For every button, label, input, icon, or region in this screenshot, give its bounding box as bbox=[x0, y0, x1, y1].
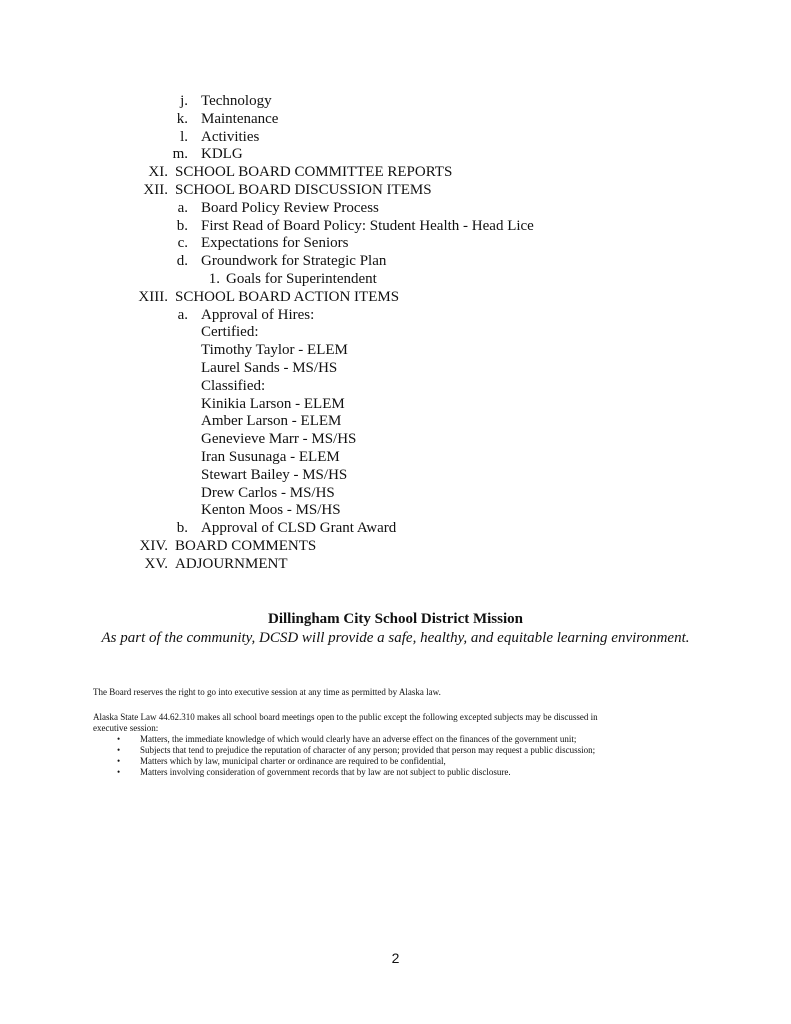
bullet-marker: • bbox=[117, 767, 121, 777]
agenda-item bbox=[0, 519, 791, 537]
law-bullet-item: Matters involving consideration of government records that by law are not subject to public disclosure. bbox=[140, 767, 511, 777]
agenda-item-number: d. bbox=[176, 253, 188, 270]
agenda-item bbox=[0, 270, 791, 288]
agenda-item-number: XV. bbox=[144, 555, 168, 572]
agenda-item-label: Classified: bbox=[201, 377, 266, 394]
agenda-item-number: b. bbox=[176, 217, 188, 234]
agenda-item-number: XIII. bbox=[138, 288, 168, 305]
agenda-item bbox=[0, 199, 791, 217]
agenda-item bbox=[0, 377, 791, 395]
agenda-item bbox=[0, 110, 791, 128]
agenda-item bbox=[0, 448, 791, 466]
agenda-item-label: Approval of CLSD Grant Award bbox=[201, 520, 397, 537]
agenda-item bbox=[0, 466, 791, 484]
law-bullet-item: Matters, the immediate knowledge of which would clearly have an adverse effect on the finances of the government unit; bbox=[140, 734, 577, 744]
agenda-item bbox=[0, 395, 791, 413]
agenda-item bbox=[0, 234, 791, 252]
agenda-item bbox=[0, 163, 791, 181]
agenda-item bbox=[0, 252, 791, 270]
agenda-item-label: Goals for Superintendent bbox=[226, 271, 377, 287]
mission-title: Dillingham City School District Mission bbox=[267, 611, 523, 627]
agenda-item bbox=[0, 306, 791, 324]
agenda-item bbox=[0, 288, 791, 306]
agenda-item-label: SCHOOL BOARD COMMITTEE REPORTS bbox=[175, 164, 453, 181]
agenda-item-label: Stewart Bailey - MS/HS bbox=[201, 466, 348, 483]
agenda-item bbox=[0, 341, 791, 359]
agenda-item-number: m. bbox=[172, 146, 188, 163]
executive-session-notice: The Board reserves the right to go into executive session at any time as permitted by Alaska law. bbox=[93, 687, 441, 697]
agenda-item-number: b. bbox=[176, 520, 188, 537]
agenda-item-number: a. bbox=[177, 199, 188, 216]
agenda-item-label: SCHOOL BOARD DISCUSSION ITEMS bbox=[175, 182, 432, 198]
agenda-item-label: Approval of Hires: bbox=[201, 306, 315, 323]
agenda-item-label: KDLG bbox=[201, 146, 243, 163]
agenda-item bbox=[0, 484, 791, 502]
agenda-item-label: Certified: bbox=[201, 324, 259, 341]
agenda-item-label: ADJOURNMENT bbox=[175, 555, 288, 572]
bullet-marker: • bbox=[117, 756, 121, 766]
mission-statement: As part of the community, DCSD will provide a safe, healthy, and equitable learning environment. bbox=[101, 630, 690, 646]
agenda-item bbox=[0, 92, 791, 110]
agenda-item bbox=[0, 430, 791, 448]
agenda-item bbox=[0, 217, 791, 235]
agenda-item-label: Amber Larson - ELEM bbox=[201, 413, 342, 430]
agenda-item bbox=[0, 555, 791, 573]
page-number: 2 bbox=[391, 950, 400, 966]
agenda-item bbox=[0, 412, 791, 430]
agenda-item-label: Expectations for Seniors bbox=[201, 235, 349, 252]
agenda-item-number: c. bbox=[177, 235, 188, 252]
agenda-item-number: a. bbox=[177, 306, 188, 323]
agenda-item bbox=[0, 359, 791, 377]
agenda-item-number: 1. bbox=[208, 271, 220, 287]
agenda-item-label: Genevieve Marr - MS/HS bbox=[201, 431, 357, 448]
agenda-item-label: Kenton Moos - MS/HS bbox=[201, 502, 341, 519]
law-bullet-item: Matters which by law, municipal charter or ordinance are required to be confidential, bbox=[140, 756, 446, 766]
agenda-item-label: Technology bbox=[201, 93, 272, 109]
agenda-item bbox=[0, 323, 791, 341]
alaska-law-text-line2: executive session: bbox=[93, 723, 159, 733]
bullet-marker: • bbox=[117, 734, 121, 744]
agenda-item-label: Iran Susunaga - ELEM bbox=[201, 449, 340, 465]
agenda-item-label: Board Policy Review Process bbox=[201, 199, 379, 216]
agenda-item-label: Drew Carlos - MS/HS bbox=[201, 484, 335, 501]
agenda-item-number: XI. bbox=[148, 164, 168, 181]
alaska-law-text-line1: Alaska State Law 44.62.310 makes all school board meetings open to the public except the following excepted subjects may be discussed in bbox=[93, 712, 598, 722]
agenda-item bbox=[0, 501, 791, 519]
agenda-item-label: SCHOOL BOARD ACTION ITEMS bbox=[175, 288, 400, 305]
agenda-item bbox=[0, 128, 791, 146]
agenda-item-number: l. bbox=[180, 128, 188, 145]
agenda-item-label: Activities bbox=[201, 128, 260, 145]
agenda-item-number: XIV. bbox=[139, 538, 168, 554]
agenda-item-number: XII. bbox=[143, 182, 168, 198]
law-bullet-item: Subjects that tend to prejudice the reputation of character of any person; provided that person may request a public discussion; bbox=[140, 745, 596, 755]
agenda-item-label: Maintenance bbox=[201, 110, 279, 127]
agenda-item-number: j. bbox=[180, 93, 188, 109]
agenda-item-label: Groundwork for Strategic Plan bbox=[201, 253, 387, 270]
agenda-item-label: Kinikia Larson - ELEM bbox=[201, 395, 345, 412]
agenda-item-label: First Read of Board Policy: Student Health - Head Lice bbox=[201, 217, 534, 234]
bullet-marker: • bbox=[117, 745, 121, 755]
agenda-item-label: Timothy Taylor - ELEM bbox=[201, 342, 348, 359]
agenda-item bbox=[0, 537, 791, 555]
agenda-item-number: k. bbox=[176, 110, 188, 127]
agenda-item bbox=[0, 181, 791, 199]
agenda-item-label: BOARD COMMENTS bbox=[175, 538, 317, 554]
agenda-item bbox=[0, 145, 791, 163]
agenda-item-label: Laurel Sands - MS/HS bbox=[201, 360, 338, 376]
